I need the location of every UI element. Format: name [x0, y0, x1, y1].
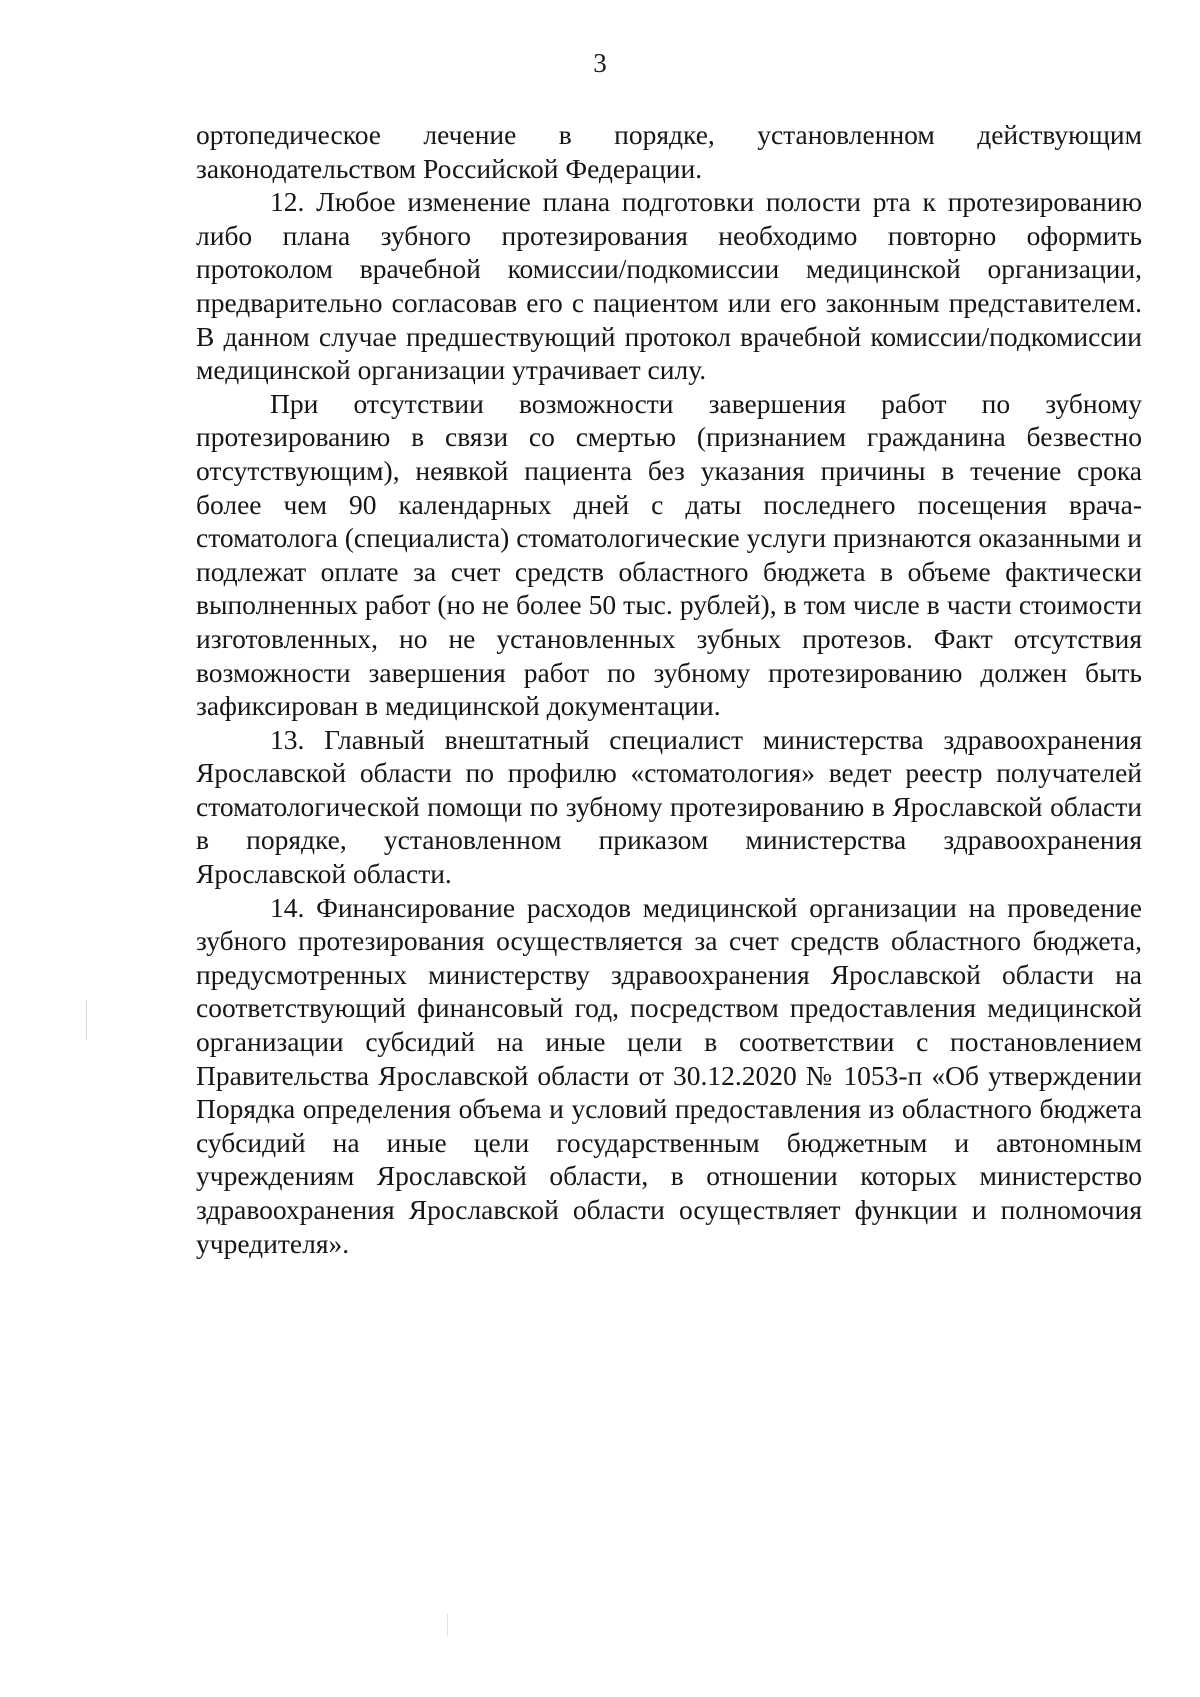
paragraph-continuation: ортопедическое лечение в порядке, установленном действующим законодательством Российской Федерации.	[196, 119, 1142, 184]
page-number: 3	[593, 48, 607, 78]
scan-artifact-bottom	[447, 1614, 448, 1636]
document-body	[196, 118, 1142, 1260]
paragraph-item-12: 12. Любое изменение плана подготовки полости рта к протезированию либо плана зубного протезирования необходимо повторно оформить протоколом врачебной комиссии/подкомиссии медицинской организации, предварительно согласовав его с пациентом или его законным представителем. В данном случае предшествующий протокол врачебной комиссии/подкомиссии медицинской организации утрачивает силу.	[196, 186, 1142, 386]
paragraph-item-13: 13. Главный внештатный специалист министерства здравоохранения Ярославской области по профилю «стоматология» ведет реестр получателей стоматологической помощи по зубному протезированию в Ярославской области в порядке, установленном приказом министерства здравоохранения Ярославской области.	[196, 723, 1142, 890]
paragraph-item-14: 14. Финансирование расходов медицинской организации на проведение зубного протезирования осуществляется за счет средств областного бюджета, предусмотренных министерству здравоохранения Ярославской области на соответствующий финансовый год, посредством предоставления медицинской организации субсидий на иные цели в соответствии с постановлением Правительства Ярославской области от 30.12.2020 № 1053-п «Об утверждении Порядка определения объема и условий предоставления из областного бюджета субсидий на иные цели государственным бюджетным и автономным учреждениям Ярославской области, в отношении которых министерство здравоохранения Ярославской области осуществляет функции и полномочия учредителя».	[196, 891, 1142, 1259]
paragraph-incomplete-work: При отсутствии возможности завершения работ по зубному протезированию в связи со смертью (признанием гражданина безвестно отсутствующим), неявкой пациента без указания причины в течение срока более чем 90 календарных дней с даты последнего посещения врача-стоматолога (специалиста) стоматологические услуги признаются оказанными и подлежат оплате за счет средств областного бюджета в объеме фактически выполненных работ (но не более 50 тыс. рублей), в том числе в части стоимости изготовленных, но не установленных зубных протезов. Факт отсутствия возможности завершения работ по зубному протезированию должен быть зафиксирован в медицинской документации.	[196, 387, 1142, 722]
scan-artifact-left	[86, 1000, 87, 1040]
